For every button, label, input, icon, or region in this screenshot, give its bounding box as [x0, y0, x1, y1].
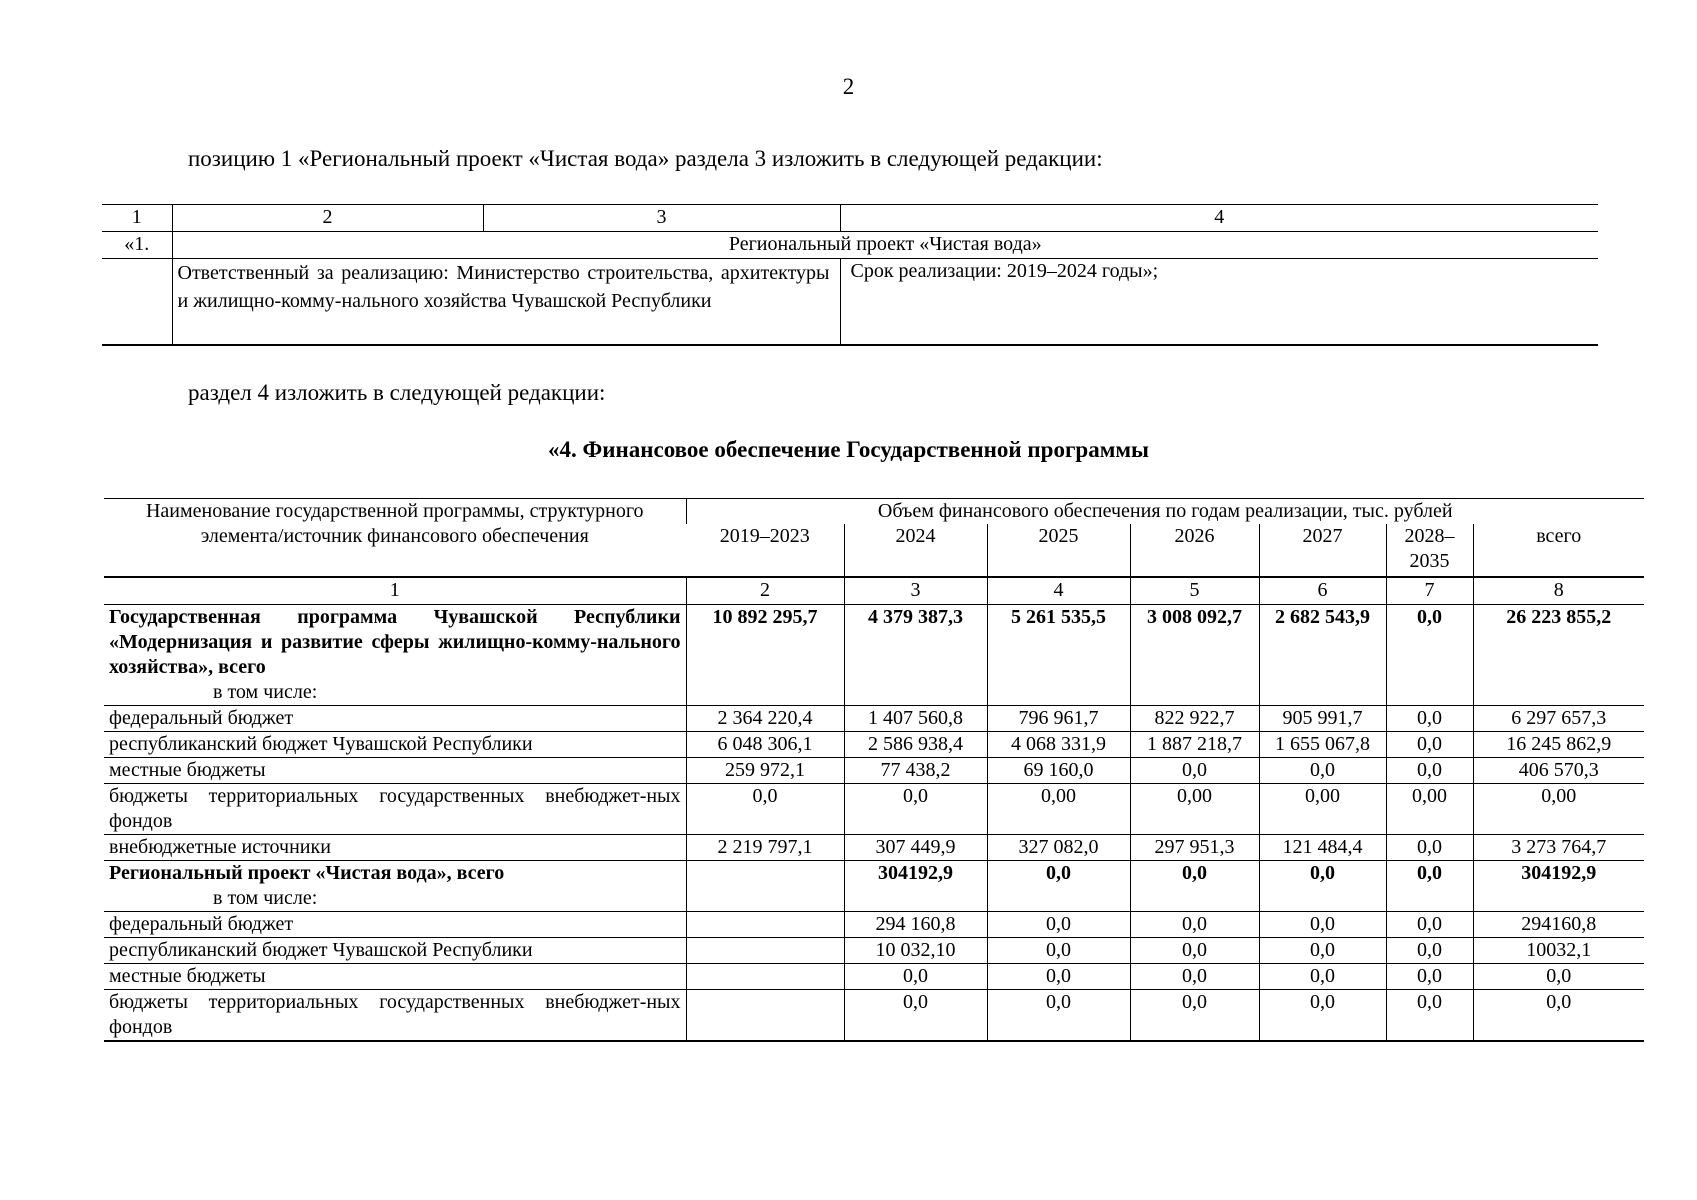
row-label-cell [104, 784, 686, 835]
value-cell: 0,0 [987, 990, 1130, 1042]
value-cell: 0,0 [1386, 861, 1473, 912]
value-cell: 0,0 [1130, 964, 1259, 990]
value-cell: 1 407 560,8 [844, 706, 987, 732]
value-cell: 0,00 [1130, 784, 1259, 835]
table-row [104, 605, 1644, 706]
table2-header-row-1 [104, 499, 1644, 525]
value-cell: 77 438,2 [844, 758, 987, 784]
value-cell: 1 887 218,7 [1130, 732, 1259, 758]
table2-year-header: 2019–2023 [719, 525, 810, 547]
value-cell: 4 379 387,3 [844, 605, 987, 706]
intro-paragraph-1: позицию 1 «Региональный проект «Чистая вода» раздела 3 изложить в следующей редакции: [188, 146, 1103, 171]
value-cell: 304192,9 [844, 861, 987, 912]
value-cell: 0,0 [1259, 938, 1386, 964]
row-label: республиканский бюджет Чувашской Республики [109, 733, 533, 755]
value-cell: 0,0 [1130, 912, 1259, 938]
value-cell [686, 990, 844, 1042]
value-cell: 0,0 [1473, 990, 1644, 1042]
value-cell: 905 991,7 [1259, 706, 1386, 732]
value-cell: 327 082,0 [987, 835, 1130, 861]
table2-year-header: 2026 [1130, 524, 1259, 577]
table-row [104, 732, 1644, 758]
table-row [104, 835, 1644, 861]
table2-col-number: 4 [987, 577, 1130, 605]
value-cell: 0,0 [1386, 732, 1473, 758]
value-cell: 2 586 938,4 [844, 732, 987, 758]
value-cell: 0,0 [1259, 990, 1386, 1042]
financing-table [104, 498, 1644, 1042]
value-cell: 1 655 067,8 [1259, 732, 1386, 758]
value-cell: 0,0 [1386, 912, 1473, 938]
table-row [104, 990, 1644, 1042]
row-label: местные бюджеты [109, 965, 266, 987]
value-cell: 0,0 [1130, 938, 1259, 964]
value-cell: 0,0 [1130, 990, 1259, 1042]
table2-col-number: 2 [686, 577, 844, 605]
table-row [104, 706, 1644, 732]
value-cell: 0,0 [1386, 706, 1473, 732]
value-cell: 121 484,4 [1259, 835, 1386, 861]
value-cell: 0,0 [1130, 758, 1259, 784]
value-cell: 0,00 [1259, 784, 1386, 835]
intro-paragraph-2: раздел 4 изложить в следующей редакции: [188, 380, 606, 405]
row-label: бюджеты территориальных государственных внебюджет-ных фондов [109, 785, 681, 832]
table1-project-title: Региональный проект «Чистая вода» [172, 232, 1598, 259]
value-cell: 297 951,3 [1130, 835, 1259, 861]
value-cell: 406 570,3 [1473, 758, 1644, 784]
row-label: федеральный бюджет [109, 707, 294, 729]
value-cell: 10 032,10 [844, 938, 987, 964]
row-label-cell [104, 990, 686, 1042]
value-cell: 0,0 [1259, 861, 1386, 912]
value-cell: 294160,8 [1473, 912, 1644, 938]
value-cell: 6 297 657,3 [1473, 706, 1644, 732]
table1-responsible: Ответственный за реализацию: Министерство строительства, архитектуры и жилищно-комму-нального хозяйства Чувашской Республики [177, 262, 830, 312]
value-cell: 307 449,9 [844, 835, 987, 861]
row-label-cell [104, 938, 686, 964]
value-cell: 0,00 [1473, 784, 1644, 835]
row-label-cell [104, 861, 686, 912]
table-row [104, 784, 1644, 835]
value-cell: 0,0 [987, 861, 1130, 912]
value-cell: 0,0 [1259, 758, 1386, 784]
row-label: республиканский бюджет Чувашской Республики [109, 939, 533, 961]
table1-col-header: 2 [172, 205, 483, 232]
row-label-cell [104, 912, 686, 938]
value-cell: 16 245 862,9 [1473, 732, 1644, 758]
table2-col-number: 1 [104, 577, 686, 605]
table2-year-header: 2024 [844, 524, 987, 577]
table-row [104, 912, 1644, 938]
project-position-table [102, 204, 1598, 346]
value-cell: 3 273 764,7 [1473, 835, 1644, 861]
table2-col-number: 6 [1259, 577, 1386, 605]
table2-year-header: 2027 [1259, 524, 1386, 577]
value-cell: 0,0 [1259, 964, 1386, 990]
value-cell: 69 160,0 [987, 758, 1130, 784]
value-cell: 0,0 [1386, 758, 1473, 784]
table2-col-number: 8 [1473, 577, 1644, 605]
value-cell: 0,0 [987, 964, 1130, 990]
value-cell: 0,0 [844, 990, 987, 1042]
value-cell: 0,0 [1130, 861, 1259, 912]
value-cell [686, 964, 844, 990]
value-cell: 10 892 295,7 [686, 605, 844, 706]
row-label-cell [104, 835, 686, 861]
table2-col-number: 5 [1130, 577, 1259, 605]
value-cell: 0,0 [1386, 605, 1473, 706]
value-cell: 0,0 [1386, 990, 1473, 1042]
value-cell: 0,0 [1473, 964, 1644, 990]
row-label: бюджеты территориальных государственных внебюджет-ных фондов [109, 991, 681, 1038]
table-row [104, 861, 1644, 912]
page-number: 2 [842, 74, 855, 99]
row-label: Государственная программа Чувашской Республики «Модернизация и развитие сферы жилищно-комму-нального хозяйства», всего [109, 606, 681, 678]
value-cell: 294 160,8 [844, 912, 987, 938]
value-cell: 5 261 535,5 [987, 605, 1130, 706]
table1-title-row [102, 232, 1598, 259]
table2-name-header: Наименование государственной программы, структурного элемента/источник финансового обеспечения [104, 499, 686, 578]
row-label: местные бюджеты [109, 759, 266, 781]
value-cell [686, 861, 844, 912]
value-cell: 822 922,7 [1130, 706, 1259, 732]
row-label: внебюджетные источники [109, 836, 331, 858]
row-label-cell [104, 732, 686, 758]
value-cell: 6 048 306,1 [686, 732, 844, 758]
value-cell: 2 364 220,4 [686, 706, 844, 732]
row-label: федеральный бюджет [109, 913, 294, 935]
table1-col-header: 1 [102, 205, 172, 232]
section-heading: «4. Финансовое обеспечение Государственной программы [548, 437, 1149, 462]
row-label-cell [104, 964, 686, 990]
value-cell: 0,0 [1386, 964, 1473, 990]
value-cell: 0,0 [1386, 835, 1473, 861]
value-cell: 26 223 855,2 [1473, 605, 1644, 706]
table2-year-header: всего [1473, 524, 1644, 577]
row-label: Региональный проект «Чистая вода», всего [109, 862, 505, 884]
table1-detail-row [102, 259, 1598, 346]
row-label-cell [104, 605, 686, 706]
table1-row-number: «1. [102, 232, 172, 259]
table2-year-header: 2025 [987, 524, 1130, 577]
value-cell: 0,00 [987, 784, 1130, 835]
value-cell: 4 068 331,9 [987, 732, 1130, 758]
value-cell: 2 219 797,1 [686, 835, 844, 861]
table1-col-header: 4 [840, 205, 1598, 232]
value-cell: 304192,9 [1473, 861, 1644, 912]
value-cell [686, 912, 844, 938]
table-row [104, 938, 1644, 964]
table1-term: Срок реализации: 2019–2024 годы»; [840, 259, 1598, 346]
value-cell: 259 972,1 [686, 758, 844, 784]
value-cell: 10032,1 [1473, 938, 1644, 964]
table2-volume-header: Объем финансового обеспечения по годам реализации, тыс. рублей [686, 499, 1644, 525]
value-cell: 0,0 [987, 912, 1130, 938]
table1-col-header: 3 [483, 205, 840, 232]
value-cell: 0,0 [987, 938, 1130, 964]
row-sublabel: в том числе: [213, 887, 318, 909]
value-cell: 0,0 [1386, 938, 1473, 964]
table1-header-row [102, 205, 1598, 232]
table-row [104, 964, 1644, 990]
table2-col-number: 3 [844, 577, 987, 605]
row-label-cell [104, 706, 686, 732]
table2-col-numbers-row [104, 577, 1644, 605]
value-cell: 2 682 543,9 [1259, 605, 1386, 706]
value-cell: 0,0 [844, 784, 987, 835]
value-cell: 0,0 [686, 784, 844, 835]
table-row [104, 758, 1644, 784]
row-label-cell [104, 758, 686, 784]
table2-year-header: 2028–2035 [1386, 524, 1473, 577]
table2-col-number: 7 [1386, 577, 1473, 605]
value-cell: 3 008 092,7 [1130, 605, 1259, 706]
value-cell: 0,0 [844, 964, 987, 990]
row-sublabel: в том числе: [213, 681, 318, 703]
value-cell: 796 961,7 [987, 706, 1130, 732]
value-cell: 0,00 [1386, 784, 1473, 835]
value-cell [686, 938, 844, 964]
table1-empty-cell [102, 259, 172, 346]
value-cell: 0,0 [1259, 912, 1386, 938]
